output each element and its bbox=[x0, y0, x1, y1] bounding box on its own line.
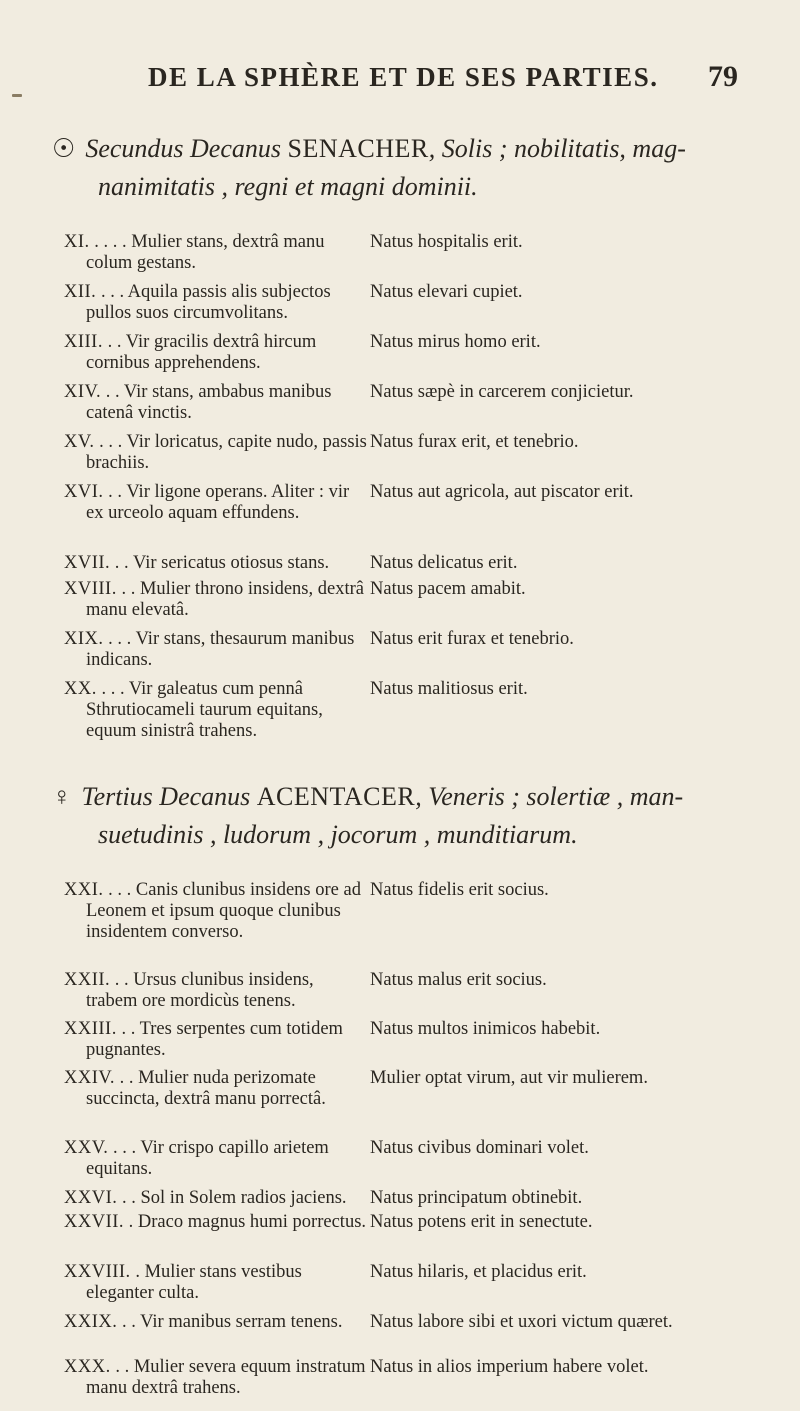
entry-prediction: Natus malus erit socius. bbox=[370, 970, 547, 990]
entry-leader: . . bbox=[117, 1312, 141, 1332]
entry-description: Mulier throno insidens, dextrâ manu elevatâ. bbox=[86, 579, 364, 620]
entry-description: Vir crispo capillo arietem equitans. bbox=[86, 1138, 329, 1179]
entry-prediction: Natus principatum obtinebit. bbox=[370, 1188, 583, 1208]
entry-prediction: Natus delicatus erit. bbox=[370, 553, 518, 573]
entry-prediction: Natus in alios imperium habere volet. bbox=[370, 1357, 649, 1377]
decan-heading-rest: , Veneris ; solertiæ , man- bbox=[415, 782, 684, 811]
entry-prediction: Mulier optat virum, aut vir mulierem. bbox=[370, 1068, 648, 1088]
entry-description: Ursus clunibus insidens, trabem ore mordicùs tenens. bbox=[86, 970, 314, 1011]
entry-numeral: XXIV. bbox=[64, 1068, 115, 1088]
entry-numeral: XXII. bbox=[64, 970, 111, 990]
entry-leader: . . bbox=[103, 482, 127, 502]
entry-prediction: Natus elevari cupiet. bbox=[370, 282, 523, 302]
entry-leader: . . . . bbox=[89, 232, 132, 252]
entry-numeral: XXIX. bbox=[64, 1312, 118, 1332]
entry-leader: . . bbox=[114, 1068, 139, 1088]
entry-description: Mulier severa equum instratum manu dextrâ trahens. bbox=[86, 1357, 366, 1398]
entry-numeral: XIX. bbox=[64, 629, 104, 649]
decan-heading-line2: nanimitatis , regni et magni dominii. bbox=[98, 172, 478, 201]
entry-leader: . . bbox=[116, 579, 140, 599]
sun-symbol-icon: ☉ bbox=[52, 134, 76, 163]
entry-description: Vir gracilis dextrâ hircum cornibus apprehendens. bbox=[86, 332, 317, 373]
decan-title: Secundus Decanus bbox=[85, 134, 281, 163]
entry-description: Vir ligone operans. Aliter : vir ex urceolo aquam effundens. bbox=[86, 482, 350, 523]
entry-numeral: XXIII. bbox=[64, 1019, 117, 1039]
entry-numeral: XV. bbox=[64, 432, 95, 452]
decan-heading-line2: suetudinis , ludorum , jocorum , munditiarum. bbox=[98, 820, 578, 849]
entry-prediction: Natus labore sibi et uxori victum quæret. bbox=[370, 1312, 673, 1332]
entry-leader: . . bbox=[102, 332, 126, 352]
entry-prediction: Natus mirus homo erit. bbox=[370, 332, 541, 352]
entry-numeral: XXV. bbox=[64, 1138, 109, 1158]
entry-leader: . . . bbox=[96, 282, 128, 302]
entry-leader: . . bbox=[117, 1188, 141, 1208]
entry-numeral: XII. bbox=[64, 282, 97, 302]
entry-prediction: Natus erit furax et tenebrio. bbox=[370, 629, 574, 649]
decan-heading-rest: , Solis ; nobilitatis, mag- bbox=[428, 134, 686, 163]
entry-prediction: Natus aut agricola, aut piscator erit. bbox=[370, 482, 634, 502]
entry-description: Aquila passis alis subjectos pullos suos circumvolitans. bbox=[86, 282, 331, 323]
entry-description: Vir galeatus cum pennâ Sthrutiocameli taurum equitans, equum sinistrâ trahens. bbox=[86, 679, 323, 741]
entry-prediction: Natus sæpè in carcerem conjicietur. bbox=[370, 382, 634, 402]
entry-description: Tres serpentes cum totidem pugnantes. bbox=[86, 1019, 343, 1060]
entry-description: Vir stans, ambabus manibus catenâ vinctis. bbox=[86, 382, 332, 423]
entry-description: Canis clunibus insidens ore ad Leonem et ipsum quoque clunibus insidentem converso. bbox=[86, 880, 361, 942]
running-title: DE LA SPHÈRE ET DE SES PARTIES. bbox=[148, 62, 659, 92]
entry-description: Draco magnus humi porrectus. bbox=[137, 1212, 367, 1232]
decan-title: Tertius Decanus bbox=[81, 782, 251, 811]
entry-leader: . . bbox=[110, 1357, 134, 1377]
entry-numeral: XVIII. bbox=[64, 579, 117, 599]
entry-prediction: Natus hilaris, et placidus erit. bbox=[370, 1262, 587, 1282]
entry-leader: . . . bbox=[96, 679, 129, 699]
entry-leader: . . bbox=[101, 382, 124, 402]
entry-leader: . bbox=[130, 1262, 145, 1282]
entry-leader: . . bbox=[116, 1019, 140, 1039]
entry-description: Sol in Solem radios jaciens. bbox=[140, 1188, 347, 1208]
entry-prediction: Natus civibus dominari volet. bbox=[370, 1138, 589, 1158]
entry-numeral: XXVIII. bbox=[64, 1262, 131, 1282]
decan-heading-secundus bbox=[52, 130, 772, 206]
entry-leader: . . . bbox=[103, 880, 136, 900]
entry-numeral: XXVII. bbox=[64, 1212, 125, 1232]
entry-description: Vir manibus serram tenens. bbox=[140, 1312, 343, 1332]
entry-prediction: Natus multos inimicos habebit. bbox=[370, 1019, 601, 1039]
entry-numeral: XXI. bbox=[64, 880, 104, 900]
entry-leader: . bbox=[124, 1212, 138, 1232]
entry-description: Mulier stans, dextrâ manu colum gestans. bbox=[86, 232, 325, 273]
entry-leader: . . bbox=[110, 970, 134, 990]
venus-symbol-icon: ♀ bbox=[52, 782, 72, 811]
entry-prediction: Natus fidelis erit socius. bbox=[370, 880, 549, 900]
entry-numeral: XVII. bbox=[64, 553, 111, 573]
entry-leader: . . . bbox=[94, 432, 127, 452]
entry-prediction: Natus furax erit, et tenebrio. bbox=[370, 432, 579, 452]
entry-numeral: XVI. bbox=[64, 482, 104, 502]
entry-leader: . . . bbox=[108, 1138, 141, 1158]
entry-description: Vir loricatus, capite nudo, passis brachiis. bbox=[86, 432, 367, 473]
entry-numeral: XXVI. bbox=[64, 1188, 118, 1208]
stray-mark bbox=[12, 94, 22, 97]
decan-name: ACENTACER bbox=[256, 782, 416, 811]
entry-description: Mulier stans vestibus eleganter culta. bbox=[86, 1262, 302, 1303]
entry-description: Vir sericatus otiosus stans. bbox=[132, 553, 330, 573]
entry-prediction: Natus pacem amabit. bbox=[370, 579, 526, 599]
decan-heading-tertius bbox=[52, 778, 772, 854]
entry-prediction: Natus malitiosus erit. bbox=[370, 679, 528, 699]
entry-numeral: XIV. bbox=[64, 382, 102, 402]
entry-prediction: Natus potens erit in senectute. bbox=[370, 1212, 593, 1232]
entry-leader: . . . bbox=[103, 629, 136, 649]
entry-prediction: Natus hospitalis erit. bbox=[370, 232, 523, 252]
entry-description: Vir stans, thesaurum manibus indicans. bbox=[86, 629, 355, 670]
entry-description: Mulier nuda perizomate succincta, dextrâ manu porrectâ. bbox=[86, 1068, 326, 1109]
entry-numeral: XI. bbox=[64, 232, 90, 252]
page-number: 79 bbox=[708, 60, 738, 93]
entry-numeral: XX. bbox=[64, 679, 97, 699]
entry-numeral: XIII. bbox=[64, 332, 103, 352]
entry-numeral: XXX. bbox=[64, 1357, 111, 1377]
entry-leader: . . bbox=[110, 553, 133, 573]
decan-name: SENACHER bbox=[287, 134, 429, 163]
